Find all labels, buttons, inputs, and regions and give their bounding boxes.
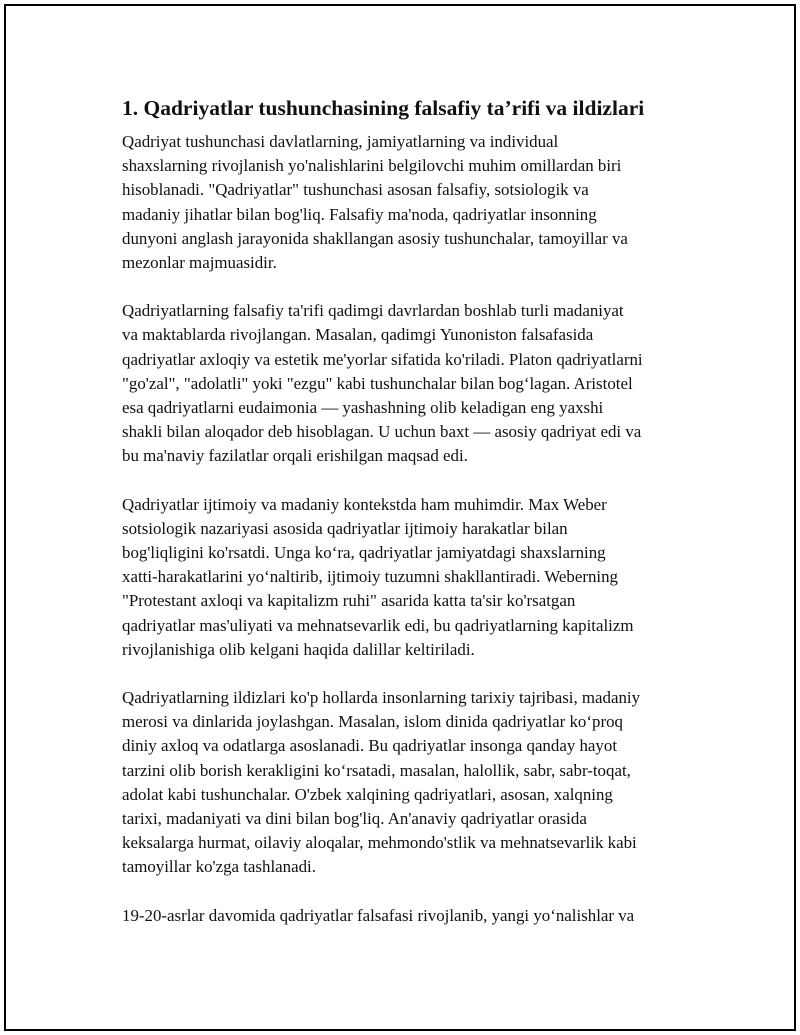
paragraph — [122, 904, 702, 928]
paragraph — [122, 299, 702, 468]
text-line: tarixi, madaniyati va dini bilan bog'liq. An'anaviy qadriyatlar orasida — [122, 809, 587, 829]
text-line: diniy axloq va odatlarga asoslanadi. Bu qadriyatlar insonga qanday hayot — [122, 736, 618, 756]
text-line: xatti-harakatlarini yo‘naltirib, ijtimoiy tuzumni shakllantiradi. Weberning — [122, 567, 619, 587]
text-line: tarzini olib borish kerakligini ko‘rsatadi, masalan, halollik, sabr, sabr-toqat, — [122, 760, 631, 780]
text-line: "go'zal", "adolatli" yoki "ezgu" kabi tushunchalar bilan bog‘lagan. Aristotel — [122, 373, 633, 393]
text-line: dunyoni anglash jarayonida shakllangan asosiy tushunchalar, tamoyillar va — [122, 228, 628, 248]
text-line: qadriyatlar axloqiy va estetik me'yorlar sifatida ko'riladi. Platon qadriyatlarni — [122, 349, 643, 369]
text-line: shakli bilan aloqador deb hisoblagan. U uchun baxt — asosiy qadriyat edi va — [122, 422, 642, 442]
text-line: 19-20-asrlar davomida qadriyatlar falsafasi rivojlanib, yangi yo‘nalishlar va — [122, 905, 635, 925]
text-line: keksalarga hurmat, oilaviy aloqalar, mehmondo'stlik va mehnatsevarlik kabi — [122, 833, 637, 853]
text-line: va maktablarda rivojlangan. Masalan, qadimgi Yunoniston falsafasida — [122, 325, 594, 345]
text-line: Qadriyatlarning ildizlari ko'p hollarda insonlarning tarixiy tajribasi, madaniy — [122, 688, 641, 708]
text-line: bog'liqligini ko'rsatdi. Unga ko‘ra, qadriyatlar jamiyatdagi shaxslarning — [122, 543, 606, 563]
text-line: adolat kabi tushunchalar. O'zbek xalqining qadriyatlari, asosan, xalqning — [122, 784, 613, 804]
text-line: Qadriyat tushunchasi davlatlarning, jamiyatlarning va individual — [122, 132, 559, 151]
text-line: "Protestant axloqi va kapitalizm ruhi" asarida katta ta'sir ko'rsatgan — [122, 591, 576, 611]
text-line: merosi va dinlarida joylashgan. Masalan, islom dinida qadriyatlar ko‘proq — [122, 712, 623, 732]
text-line: sotsiologik nazariyasi asosida qadriyatlar ijtimoiy harakatlar bilan — [122, 518, 568, 538]
text-line: tamoyillar ko'zga tashlanadi. — [122, 857, 316, 877]
text-line: rivojlanishiga olib kelgani haqida dalillar keltiriladi. — [122, 639, 475, 659]
text-line: shaxslarning rivojlanish yo'nalishlarini belgilovchi muhim omillardan biri — [122, 156, 622, 176]
document-page — [4, 4, 796, 1031]
text-line: bu ma'naviy fazilatlar orqali erishilgan maqsad edi. — [122, 446, 468, 466]
text-line: Qadriyatlarning falsafiy ta'rifi qadimgi davrlardan boshlab turli madaniyat — [122, 301, 624, 321]
text-line: mezonlar majmuasidir. — [122, 253, 277, 273]
section-heading: 1. Qadriyatlar tushunchasining falsafiy ta’rifi va ildizlari — [122, 96, 645, 120]
paragraph — [122, 130, 702, 275]
paragraph — [122, 493, 702, 662]
text-line: esa qadriyatlarni eudaimonia — yashashning olib keladigan eng yaxshi — [122, 398, 604, 418]
document-body — [122, 94, 702, 952]
text-line: hisoblanadi. "Qadriyatlar" tushunchasi asosan falsafiy, sotsiologik va — [122, 180, 589, 200]
text-line: madaniy jihatlar bilan bog'liq. Falsafiy ma'noda, qadriyatlar insonning — [122, 204, 597, 224]
text-line: Qadriyatlar ijtimoiy va madaniy kontekstda ham muhimdir. Max Weber — [122, 494, 607, 514]
text-line: qadriyatlar mas'uliyati va mehnatsevarlik edi, bu qadriyatlarning kapitalizm — [122, 615, 634, 635]
paragraph — [122, 686, 702, 880]
